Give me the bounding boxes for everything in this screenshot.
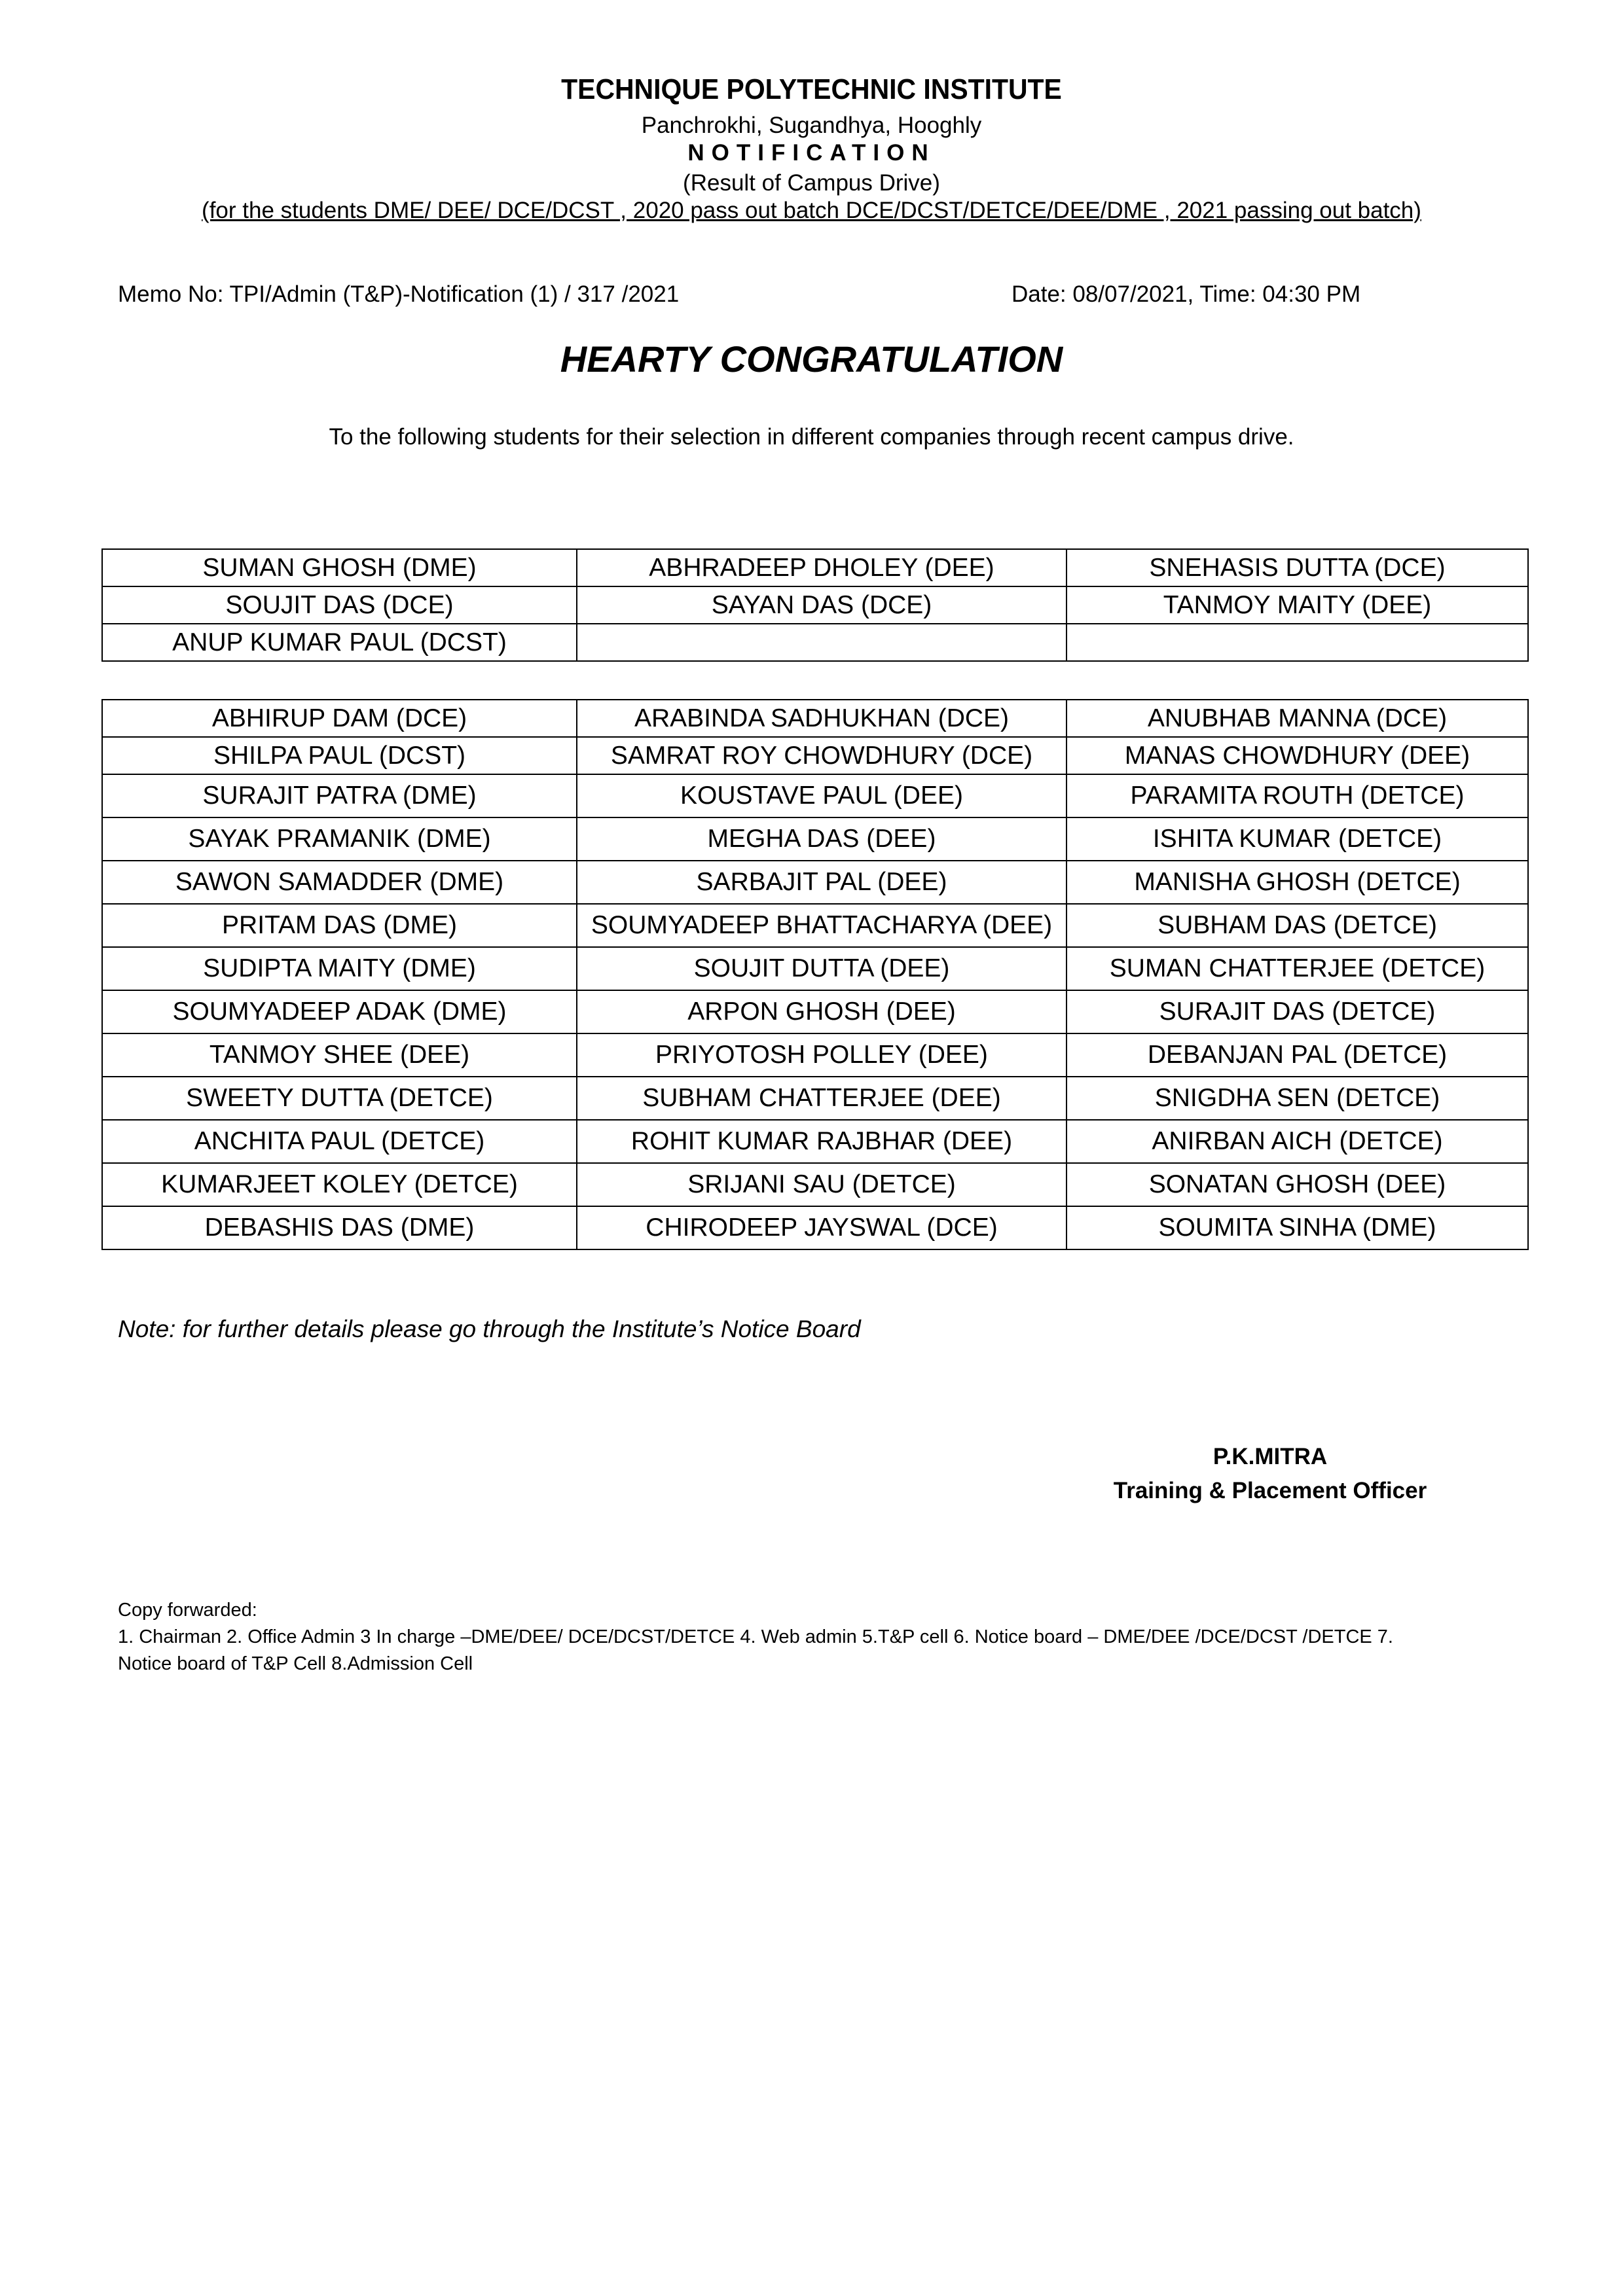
table-row [102,549,1528,586]
student-name-cell: SUMAN GHOSH (DME) [102,549,577,586]
signatory-name: P.K.MITRA [1213,1444,1328,1469]
student-name-cell: DEBASHIS DAS (DME) [102,1206,577,1249]
student-name-cell: SURAJIT DAS (DETCE) [1067,990,1528,1033]
student-name-cell: SNIGDHA SEN (DETCE) [1067,1077,1528,1120]
student-name-cell: SUDIPTA MAITY (DME) [102,947,577,990]
student-name-cell: DEBANJAN PAL (DETCE) [1067,1033,1528,1077]
student-name-cell: ABHIRUP DAM (DCE) [102,700,577,737]
table-row [102,1120,1528,1163]
note-text: Note: for further details please go through the Institute’s Notice Board [118,1316,861,1342]
student-name-cell: ANUP KUMAR PAUL (DCST) [102,624,577,661]
student-name-cell: SNEHASIS DUTTA (DCE) [1067,549,1528,586]
student-name-cell: TANMOY SHEE (DEE) [102,1033,577,1077]
batch-description: (for the students DME/ DEE/ DCE/DCST , 2020 pass out batch DCE/DCST/DETCE/DEE/DME , 2021 passing out batch) [202,198,1421,223]
student-name-cell: SOUMYADEEP BHATTACHARYA (DEE) [577,904,1067,947]
student-name-cell: SRIJANI SAU (DETCE) [577,1163,1067,1206]
table-row [102,1163,1528,1206]
student-name-cell: ANIRBAN AICH (DETCE) [1067,1120,1528,1163]
result-subtitle: (Result of Campus Drive) [683,170,940,196]
student-name-cell: MANAS CHOWDHURY (DEE) [1067,737,1528,774]
student-name-cell: SOUJIT DAS (DCE) [102,586,577,624]
student-name-cell: SARBAJIT PAL (DEE) [577,861,1067,904]
date-time: Date: 08/07/2021, Time: 04:30 PM [1012,281,1361,307]
selected-students-table-1 [101,548,1529,662]
student-name-cell: ISHITA KUMAR (DETCE) [1067,817,1528,861]
copy-recipients-line-2: Notice board of T&P Cell 8.Admission Cell [118,1653,473,1674]
student-name-cell: SAYAK PRAMANIK (DME) [102,817,577,861]
empty-cell [1067,624,1528,661]
selected-students-table-2 [101,699,1529,1250]
student-name-cell: SUMAN CHATTERJEE (DETCE) [1067,947,1528,990]
table-row [102,861,1528,904]
table-row [102,1077,1528,1120]
institute-name: TECHNIQUE POLYTECHNIC INSTITUTE [561,73,1062,105]
signatory-title: Training & Placement Officer [1113,1478,1427,1503]
table-row [102,1206,1528,1249]
student-name-cell: ARABINDA SADHUKHAN (DCE) [577,700,1067,737]
table-row [102,624,1528,661]
table-row [102,904,1528,947]
student-name-cell: ROHIT KUMAR RAJBHAR (DEE) [577,1120,1067,1163]
copy-heading: Copy forwarded: [118,1600,257,1621]
table-row [102,737,1528,774]
student-name-cell: ABHRADEEP DHOLEY (DEE) [577,549,1067,586]
memo-number: Memo No: TPI/Admin (T&P)-Notification (1) / 317 /2021 [118,281,680,307]
headline: HEARTY CONGRATULATION [560,338,1063,380]
student-name-cell: SUBHAM CHATTERJEE (DEE) [577,1077,1067,1120]
student-name-cell: SURAJIT PATRA (DME) [102,774,577,817]
student-name-cell: SAMRAT ROY CHOWDHURY (DCE) [577,737,1067,774]
table-row [102,774,1528,817]
student-name-cell: SUBHAM DAS (DETCE) [1067,904,1528,947]
student-name-cell: ARPON GHOSH (DEE) [577,990,1067,1033]
student-name-cell: SOUJIT DUTTA (DEE) [577,947,1067,990]
intro-text: To the following students for their selection in different companies through recent campus drive. [329,424,1294,450]
table-row [102,817,1528,861]
signatory-block [1074,1440,1467,1508]
table-row [102,990,1528,1033]
student-name-cell: ANCHITA PAUL (DETCE) [102,1120,577,1163]
student-name-cell: KOUSTAVE PAUL (DEE) [577,774,1067,817]
notification-title: NOTIFICATION [687,140,936,166]
table-row [102,947,1528,990]
student-name-cell: CHIRODEEP JAYSWAL (DCE) [577,1206,1067,1249]
student-name-cell: SAWON SAMADDER (DME) [102,861,577,904]
student-name-cell: SWEETY DUTTA (DETCE) [102,1077,577,1120]
student-name-cell: TANMOY MAITY (DEE) [1067,586,1528,624]
student-name-cell: SOUMYADEEP ADAK (DME) [102,990,577,1033]
table-row [102,1033,1528,1077]
table-row [102,586,1528,624]
student-name-cell: PRITAM DAS (DME) [102,904,577,947]
student-name-cell: SAYAN DAS (DCE) [577,586,1067,624]
institute-address: Panchrokhi, Sugandhya, Hooghly [641,113,982,138]
empty-cell [577,624,1067,661]
student-name-cell: PRIYOTOSH POLLEY (DEE) [577,1033,1067,1077]
table-row [102,700,1528,737]
student-name-cell: ANUBHAB MANNA (DCE) [1067,700,1528,737]
copy-recipients-line-1: 1. Chairman 2. Office Admin 3 In charge –DME/DEE/ DCE/DCST/DETCE 4. Web admin 5.T&P cell 6. Notice board – DME/DEE /DCE/DCST /DETCE 7. [118,1626,1393,1647]
student-name-cell: MEGHA DAS (DEE) [577,817,1067,861]
copy-forwarded-block [118,1597,1525,1677]
student-name-cell: SOUMITA SINHA (DME) [1067,1206,1528,1249]
student-name-cell: SHILPA PAUL (DCST) [102,737,577,774]
student-name-cell: SONATAN GHOSH (DEE) [1067,1163,1528,1206]
student-name-cell: KUMARJEET KOLEY (DETCE) [102,1163,577,1206]
student-name-cell: PARAMITA ROUTH (DETCE) [1067,774,1528,817]
student-name-cell: MANISHA GHOSH (DETCE) [1067,861,1528,904]
